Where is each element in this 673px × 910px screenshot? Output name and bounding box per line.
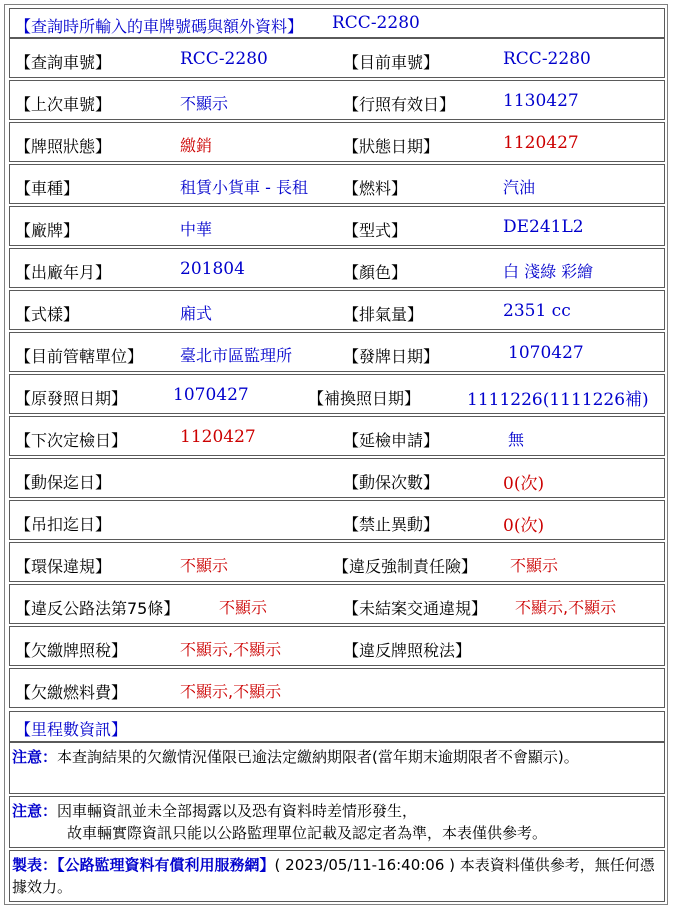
info-row	[9, 164, 665, 204]
footer-body: ( 2023/05/11-16:40:06 ) 本表資料僅供參考，無任何憑據效力。	[12, 856, 655, 896]
info-row	[9, 122, 665, 162]
info-row	[9, 332, 665, 372]
info-row	[9, 38, 665, 78]
note-overdue-text	[12, 746, 660, 768]
field-label: 【狀態日期】	[343, 137, 440, 156]
field-label: 【牌照狀態】	[15, 137, 112, 156]
info-row	[9, 374, 665, 414]
note-overdue-body: 本查詢結果的欠繳情況僅限已逾法定繳納期限者(當年期末逾期限者不會顯示)。	[57, 748, 579, 766]
note-disclaimer-line2: 故車輛實際資訊只能以公路監理單位記載及認定者為準，本表僅供參考。	[67, 824, 548, 842]
field-value: 不顯示,不顯示	[515, 598, 617, 617]
field-value: 廂式	[180, 304, 213, 323]
footer-source: 【公路監理資料有償利用服務網】	[57, 856, 275, 874]
field-value: 1070427	[173, 385, 249, 405]
note-disclaimer	[9, 796, 665, 848]
field-label: 【補換照日期】	[308, 389, 421, 408]
field-value: 繳銷	[180, 136, 213, 155]
field-label: 【式樣】	[15, 305, 80, 324]
field-value: 不顯示,不顯示	[180, 640, 282, 659]
field-value: 1120427	[180, 427, 256, 447]
field-label: 【下次定檢日】	[15, 431, 128, 450]
note-disclaimer-label: 注意：	[12, 802, 58, 820]
field-value: 白 淺綠 彩繪	[503, 262, 594, 281]
field-value: 1111226(1111226補)	[467, 390, 649, 410]
footer-text	[12, 854, 660, 898]
field-label: 【車種】	[15, 179, 80, 198]
field-label: 【廠牌】	[15, 221, 80, 240]
field-value: 1130427	[503, 91, 579, 111]
field-label: 【目前車號】	[343, 53, 440, 72]
footer	[9, 850, 665, 902]
field-label: 【行照有效日】	[343, 95, 456, 114]
mileage-title: 【里程數資訊】	[15, 720, 128, 739]
field-label: 【燃料】	[343, 179, 408, 198]
field-label: 【目前管轄單位】	[15, 347, 144, 366]
field-value: 2351 cc	[503, 301, 571, 321]
field-label: 【禁止異動】	[343, 515, 440, 534]
field-label: 【動保次數】	[343, 473, 440, 492]
field-value: 租賃小貨車 - 長租	[180, 178, 308, 197]
field-label: 【延檢申請】	[343, 431, 440, 450]
note-disclaimer-line1: 因車輛資訊並未全部揭露以及恐有資料時差情形發生，	[57, 802, 418, 820]
field-value: 不顯示	[180, 556, 229, 575]
field-label: 【環保違規】	[15, 557, 112, 576]
note-overdue-label: 注意：	[12, 748, 58, 766]
field-label: 【發牌日期】	[343, 347, 440, 366]
field-label: 【欠繳牌照稅】	[15, 641, 128, 660]
field-value: 無	[508, 430, 525, 449]
field-value: 1070427	[508, 343, 584, 363]
field-label: 【欠繳燃料費】	[15, 683, 128, 702]
field-value: 不顯示,不顯示	[180, 682, 282, 701]
info-row	[9, 542, 665, 582]
field-value: 0(次)	[503, 516, 545, 536]
field-value: 不顯示	[219, 598, 268, 617]
report-header	[9, 8, 665, 38]
info-row	[9, 290, 665, 330]
field-label: 【違反公路法第75條】	[15, 599, 180, 618]
field-label: 【顏色】	[343, 263, 408, 282]
field-value: 汽油	[503, 178, 536, 197]
header-title: 【查詢時所輸入的車牌號碼與額外資料】	[15, 17, 304, 36]
field-label: 【出廠年月】	[15, 263, 112, 282]
field-value: DE241L2	[503, 217, 584, 237]
field-label: 【吊扣迄日】	[15, 515, 112, 534]
info-row	[9, 668, 665, 708]
field-value: 臺北市區監理所	[180, 346, 293, 365]
field-value: 0(次)	[503, 474, 545, 494]
footer-label: 製表：	[12, 856, 58, 874]
field-value: 不顯示	[510, 556, 559, 575]
field-label: 【原發照日期】	[15, 389, 128, 408]
info-row	[9, 206, 665, 246]
field-value: 不顯示	[180, 94, 229, 113]
field-value: 中華	[180, 220, 213, 239]
info-row	[9, 584, 665, 624]
field-label: 【排氣量】	[343, 305, 424, 324]
field-label: 【查詢車號】	[15, 53, 112, 72]
field-label: 【違反牌照稅法】	[343, 641, 472, 660]
field-label: 【型式】	[343, 221, 408, 240]
header-plate: RCC-2280	[332, 13, 420, 33]
field-label: 【未結案交通違規】	[343, 599, 488, 618]
mileage-section	[9, 711, 665, 742]
field-value: 1120427	[503, 133, 579, 153]
info-row	[9, 416, 665, 456]
field-label: 【動保迄日】	[15, 473, 112, 492]
info-row	[9, 80, 665, 120]
info-row	[9, 500, 665, 540]
field-value: RCC-2280	[503, 49, 591, 69]
field-value: RCC-2280	[180, 49, 268, 69]
field-label: 【違反強制責任險】	[333, 557, 478, 576]
field-label: 【上次車號】	[15, 95, 112, 114]
field-value: 201804	[180, 259, 245, 279]
info-row	[9, 626, 665, 666]
info-row	[9, 458, 665, 498]
note-overdue	[9, 742, 665, 794]
note-disclaimer-text	[12, 800, 660, 844]
info-row	[9, 248, 665, 288]
